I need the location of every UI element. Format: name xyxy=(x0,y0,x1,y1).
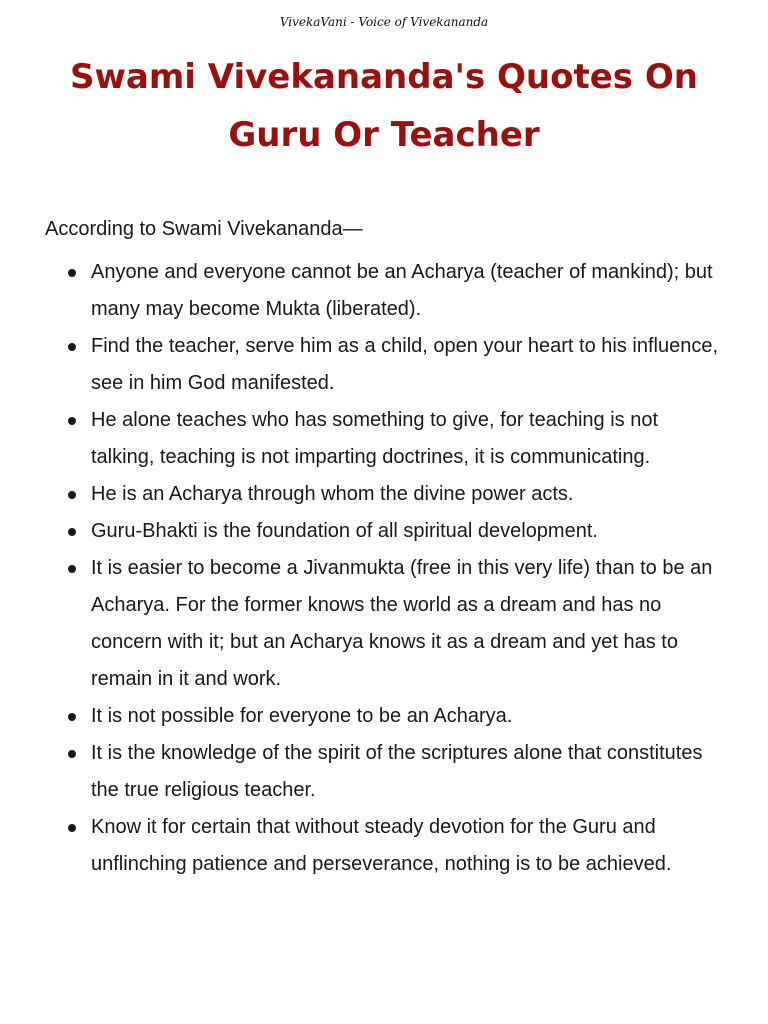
list-item xyxy=(46,550,722,698)
list-item xyxy=(46,698,722,735)
list-item xyxy=(46,328,722,402)
list-item xyxy=(46,735,722,809)
bullet-icon xyxy=(68,824,76,832)
quote-text: He alone teaches who has something to give, for teaching is not talking, teaching is not imparting doctrines, it is communicating. xyxy=(91,409,659,468)
bullet-icon xyxy=(68,713,76,721)
quote-text: Anyone and everyone cannot be an Acharya (teacher of mankind); but many may become Mukta (liberated). xyxy=(91,261,713,320)
intro-text: According to Swami Vivekananda— xyxy=(45,218,363,240)
quote-text: It is easier to become a Jivanmukta (free in this very life) than to be an Acharya. For the former knows the world as a dream and has no concern with it; but an Acharya knows it as a dream and yet has to remain in it and work. xyxy=(91,557,713,690)
bullet-icon xyxy=(68,528,76,536)
list-item xyxy=(46,513,722,550)
bullet-icon xyxy=(68,343,76,351)
quote-text: Find the teacher, serve him as a child, open your heart to his influence, see in him God manifested. xyxy=(91,335,719,394)
bullet-icon xyxy=(68,750,76,758)
list-item xyxy=(46,402,722,476)
site-header: VivekaVani - Voice of Vivekananda xyxy=(279,15,489,29)
list-item xyxy=(46,476,722,513)
quote-text: Know it for certain that without steady devotion for the Guru and unflinching patience and perseverance, nothing is to be achieved. xyxy=(91,816,672,875)
list-item xyxy=(46,254,722,328)
quote-text: It is not possible for everyone to be an Acharya. xyxy=(91,705,513,727)
page-title: Swami Vivekananda's Quotes On Guru Or Teacher xyxy=(70,57,698,155)
bullet-icon xyxy=(68,491,76,499)
bullet-icon xyxy=(68,565,76,573)
bullet-icon xyxy=(68,269,76,277)
bullet-icon xyxy=(68,417,76,425)
list-item xyxy=(46,809,722,883)
quote-text: Guru-Bhakti is the foundation of all spiritual development. xyxy=(91,520,598,542)
quote-list xyxy=(46,254,722,883)
quote-text: It is the knowledge of the spirit of the scriptures alone that constitutes the true religious teacher. xyxy=(91,742,703,801)
quote-text: He is an Acharya through whom the divine power acts. xyxy=(91,483,574,505)
